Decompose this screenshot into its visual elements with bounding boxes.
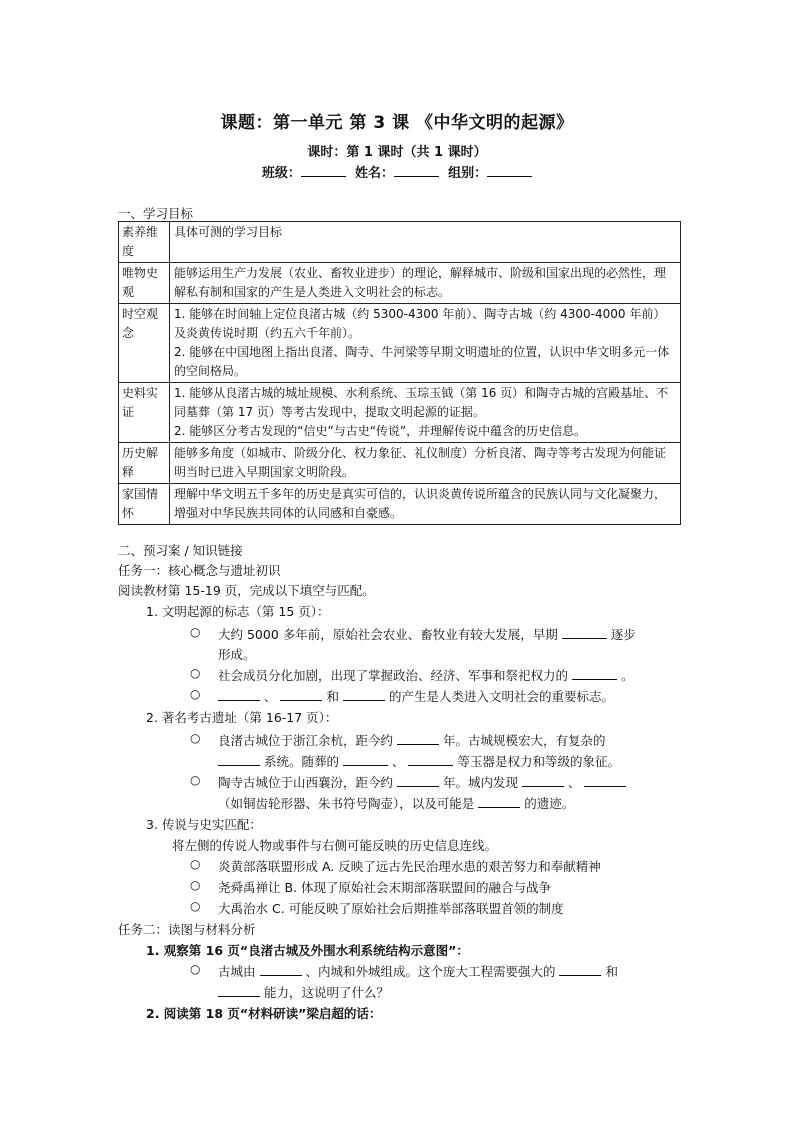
name-blank[interactable] bbox=[394, 163, 439, 177]
table-row bbox=[119, 443, 681, 484]
bullet-icon: ○ bbox=[190, 687, 201, 701]
answer-blank[interactable] bbox=[522, 774, 564, 787]
table-row bbox=[119, 383, 681, 443]
class-blank[interactable] bbox=[301, 163, 346, 177]
fill-line: 陶寺古城位于山西襄汾，距今约 年。城内发现 、 bbox=[218, 773, 626, 791]
group-blank[interactable] bbox=[487, 163, 532, 177]
task1-intro: 阅读教材第 15-19 页，完成以下填空与匹配。 bbox=[118, 583, 375, 598]
table-header-goal: 具体可测的学习目标 bbox=[170, 222, 681, 263]
row-goal: 理解中华文明五千多年的历史是真实可信的，认识炎黄传说所蕴含的民族认同与文化凝聚力，增强对中华民族共同体的认同感和自豪感。 bbox=[170, 484, 681, 525]
row-goal-item: 1. 能够从良渚古城的城址规模、水利系统、玉琮玉钺（第 16 页）和陶寺古城的宫殿基址、不同墓葬（第 17 页）等考古发现中，提取文明起源的证据。 bbox=[174, 386, 669, 419]
name-label: 姓名： bbox=[354, 166, 394, 181]
table-row bbox=[119, 484, 681, 525]
table-header-dimension: 素养维度 bbox=[119, 222, 170, 263]
answer-blank[interactable] bbox=[408, 753, 453, 766]
answer-blank[interactable] bbox=[218, 753, 260, 766]
fill-line-cont: 能力，这说明了什么？ bbox=[218, 983, 389, 1001]
item2-heading: 2. 著名考古遗址（第 16-17 页）： bbox=[146, 710, 338, 725]
row-dimension: 家国情怀 bbox=[119, 484, 170, 525]
fill-line: 社会成员分化加剧，出现了掌握政治、经济、军事和祭祀权力的 。 bbox=[218, 668, 634, 683]
row-goal-item: 2. 能够区分考古发现的“信史”与古史“传说”，并理解传说中蕴含的历史信息。 bbox=[174, 424, 587, 438]
table-row bbox=[119, 304, 681, 383]
task1-heading: 任务一：核心概念与遗址初识 bbox=[118, 563, 281, 578]
row-goal bbox=[170, 304, 681, 383]
match-item: 尧舜禹禅让 B. 体现了原始社会末期部落联盟间的融合与战争 bbox=[218, 880, 551, 895]
row-goal: 能够多角度（如城市、阶级分化、权力象征、礼仪制度）分析良渚、陶寺等考古发现为何能证明当时已进入早期国家文明阶段。 bbox=[170, 443, 681, 484]
bullet-icon: ○ bbox=[190, 625, 201, 639]
task2-heading: 任务二：读图与材料分析 bbox=[118, 922, 256, 937]
student-info-line bbox=[0, 162, 794, 181]
bullet-icon: ○ bbox=[190, 666, 201, 680]
fill-line: 大约 5000 多年前，原始社会农业、畜牧业有较大发展，早期 逐步 bbox=[218, 627, 636, 642]
table-header-row bbox=[119, 222, 681, 263]
fill-line-cont: 系统。随葬的 、 等玉器是权力和等级的象征。 bbox=[218, 752, 620, 770]
bullet-icon: ○ bbox=[190, 731, 201, 745]
answer-blank[interactable] bbox=[218, 984, 260, 997]
row-dimension: 历史解释 bbox=[119, 443, 170, 484]
fill-line: 、 和 的产生是人类进入文明社会的重要标志。 bbox=[218, 687, 614, 705]
section2-heading: 二、预习案 / 知识链接 bbox=[118, 543, 243, 558]
fill-line: 良渚古城位于浙江余杭，距今约 年。古城规模宏大，有复杂的 bbox=[218, 733, 606, 748]
task2-item1: 1. 观察第 16 页“良渚古城及外围水利系统结构示意图”： bbox=[146, 943, 469, 958]
row-goal-item: 2. 能够在中国地图上指出良渚、陶寺、牛河梁等早期文明遗址的位置，认识中华文明多元一体的空间格局。 bbox=[174, 345, 670, 378]
fill-line-cont: （如铜齿轮形器、朱书符号陶壶），以及可能是 的遗迹。 bbox=[218, 796, 575, 811]
fill-line-cont: 形成。 bbox=[218, 647, 256, 662]
lesson-title: 课题：第一单元 第 3 课 《中华文明的起源》 bbox=[220, 113, 574, 133]
bullet-icon: ○ bbox=[190, 773, 201, 787]
row-dimension: 史料实证 bbox=[119, 383, 170, 443]
answer-blank[interactable] bbox=[562, 626, 607, 639]
bullet-icon: ○ bbox=[190, 857, 201, 871]
answer-blank[interactable] bbox=[572, 667, 617, 680]
fill-line: 古城由 、内城和外城组成。这个庞大工程需要强大的 和 bbox=[218, 964, 618, 979]
class-label: 班级： bbox=[261, 166, 301, 181]
match-item: 炎黄部落联盟形成 A. 反映了远古先民治理水患的艰苦努力和奉献精神 bbox=[218, 859, 601, 874]
bullet-icon: ○ bbox=[190, 878, 201, 892]
item3-intro: 将左侧的传说人物或事件与右侧可能反映的历史信息连线。 bbox=[172, 838, 498, 853]
answer-blank[interactable] bbox=[218, 688, 260, 701]
item3-heading: 3. 传说与史实匹配： bbox=[146, 817, 262, 832]
answer-blank[interactable] bbox=[397, 774, 439, 787]
answer-blank[interactable] bbox=[397, 732, 439, 745]
bullet-icon: ○ bbox=[190, 962, 201, 976]
answer-blank[interactable] bbox=[559, 963, 601, 976]
row-goal bbox=[170, 383, 681, 443]
item1-heading: 1. 文明起源的标志（第 15 页）： bbox=[146, 604, 330, 619]
table-row bbox=[119, 263, 681, 304]
section1-heading: 一、学习目标 bbox=[118, 206, 194, 221]
group-label: 组别： bbox=[448, 166, 488, 181]
learning-goals-table bbox=[118, 221, 681, 525]
lesson-period: 课时：第 1 课时（共 1 课时） bbox=[307, 145, 487, 160]
answer-blank[interactable] bbox=[478, 795, 520, 808]
row-dimension: 唯物史观 bbox=[119, 263, 170, 304]
task2-item2: 2. 阅读第 18 页“材料研读”梁启超的话： bbox=[146, 1006, 382, 1021]
row-goal: 能够运用生产力发展（农业、畜牧业进步）的理论，解释城市、阶级和国家出现的必然性，理解私有制和国家的产生是人类进入文明社会的标志。 bbox=[170, 263, 681, 304]
answer-blank[interactable] bbox=[343, 688, 385, 701]
answer-blank[interactable] bbox=[343, 753, 388, 766]
answer-blank[interactable] bbox=[280, 688, 322, 701]
match-item: 大禹治水 C. 可能反映了原始社会后期推举部落联盟首领的制度 bbox=[218, 901, 564, 916]
bullet-icon: ○ bbox=[190, 899, 201, 913]
answer-blank[interactable] bbox=[260, 963, 302, 976]
row-dimension: 时空观念 bbox=[119, 304, 170, 383]
answer-blank[interactable] bbox=[584, 774, 626, 787]
row-goal-item: 1. 能够在时间轴上定位良渚古城（约 5300-4300 年前）、陶寺古城（约 4300-4000 年前）及炎黄传说时期（约五六千年前）。 bbox=[174, 307, 666, 340]
